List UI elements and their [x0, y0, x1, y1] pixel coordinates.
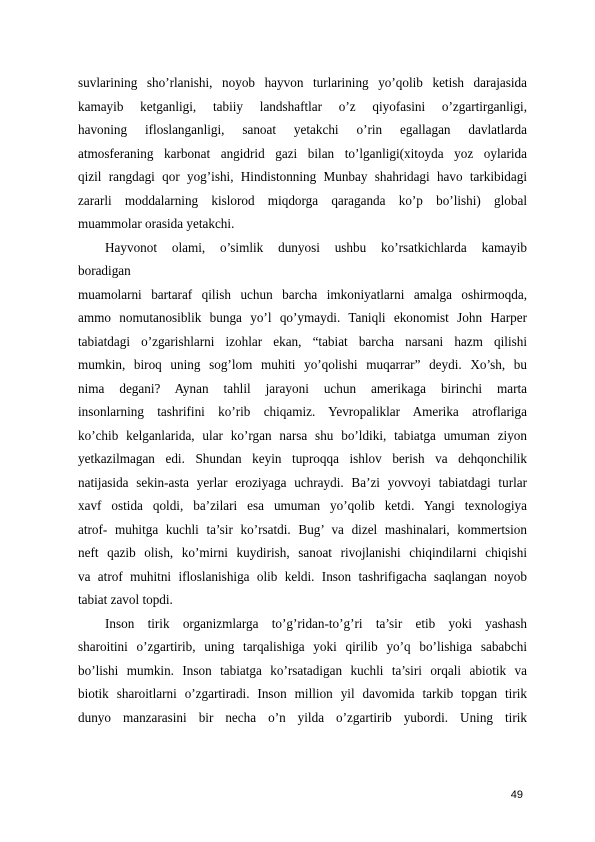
text-line: dunyo manzarasini bir necha o’n yilda o’zgartirib yubordi. Uning tirik	[78, 709, 527, 725]
text-line: mumkin, biroq uning sog’lom muhiti yo’qolishi muqarrar” deydi. Xo’sh, bu	[78, 357, 527, 372]
text-line: biotik sharoitlarni o’zgartiradi. Inson million yil davomida tarkib topgan tirik	[78, 686, 527, 701]
text-line: natijasida sekin-asta yerlar eroziyaga uchraydi. Ba’zi yovvoyi tabiatdagi turlar	[78, 474, 527, 490]
text-line: atrof- muhitga kuchli ta’sir ko’rsatdi. Bug’ va dizel mashinalari, kommertsion	[78, 521, 527, 537]
text-line: neft qazib olish, ko’mirni kuydirish, sanoat rivojlanishi chiqindilarni chiqishi	[78, 545, 527, 560]
text-line: atmosferaning karbonat angidrid gazi bilan to’lganligi(xitoyda yoz oylarida	[78, 145, 527, 161]
paragraph-start-line: Hayvonot olami, o’simlik dunyosi ushbu ko’rsatkichlarda kamayib	[105, 239, 527, 255]
text-line: muammolar orasida yetakchi.	[78, 216, 235, 231]
text-line: ammo nomutanosiblik bunga yo’l qo’ymaydi. Taniqli ekonomist John Harper	[78, 310, 527, 325]
text-line: sharoitini o’zgartirib, uning tarqalishiga yoki qirilib yo’q bo’lishiga sababchi	[78, 639, 527, 654]
text-line: va atrof muhitni ifloslanishiga olib keldi. Inson tashrifigacha saqlangan noyob	[78, 568, 527, 584]
text-line: qizil rangdagi qor yog’ishi, Hindistonning Munbay shahridagi havo tarkibidagi	[78, 169, 527, 184]
text-line: bo’lishi mumkin. Inson tabiatga ko’rsatadigan kuchli ta’siri orqali abiotik va	[78, 662, 527, 678]
text-line: nima degani? Aynan tahlil jarayoni uchun amerikaga birinchi marta	[78, 380, 527, 396]
page-number: 49	[510, 789, 523, 801]
text-line: ko’chib kelganlarida, ular ko’rgan narsa shu bo’ldiki, tabiatga umuman ziyon	[78, 427, 527, 443]
text-line: suvlarining sho’rlanishi, noyob hayvon turlarining yo’qolib ketish darajasida	[78, 75, 527, 90]
text-line: tabiatdagi o’zgarishlarni izohlar ekan, “tabiat barcha narsani hazm qilishi	[78, 333, 527, 349]
text-line: zararli moddalarning kislorod miqdorga qaraganda ko’p bo’lishi) global	[78, 192, 527, 208]
text-line: havoning ifloslanganligi, sanoat yetakchi o’rin egallagan davlatlarda	[78, 122, 527, 137]
text-line: tabiat zavol topdi.	[78, 592, 173, 607]
text-line: boradigan	[78, 263, 131, 278]
text-line: kamayib ketganligi, tabiiy landshaftlar o’z qiyofasini o’zgartirganligi,	[78, 98, 527, 114]
text-line: xavf ostida qoldi, ba’zilari esa umuman yo’qolib ketdi. Yangi texnologiya	[78, 498, 527, 513]
text-line: insonlarning tashrifini ko’rib chiqamiz. Yevropaliklar Amerika atroflariga	[78, 404, 527, 419]
paragraph-start-line: Inson tirik organizmlarga to’g’ridan-to’g’ri ta’sir etib yoki yashash	[105, 615, 527, 631]
text-line: muamolarni bartaraf qilish uchun barcha imkoniyatlarni amalga oshirmoqda,	[78, 286, 527, 302]
body-text	[78, 71, 527, 729]
text-line: yetkazilmagan edi. Shundan keyin tuproqqa ishlov berish va dehqonchilik	[78, 451, 527, 466]
